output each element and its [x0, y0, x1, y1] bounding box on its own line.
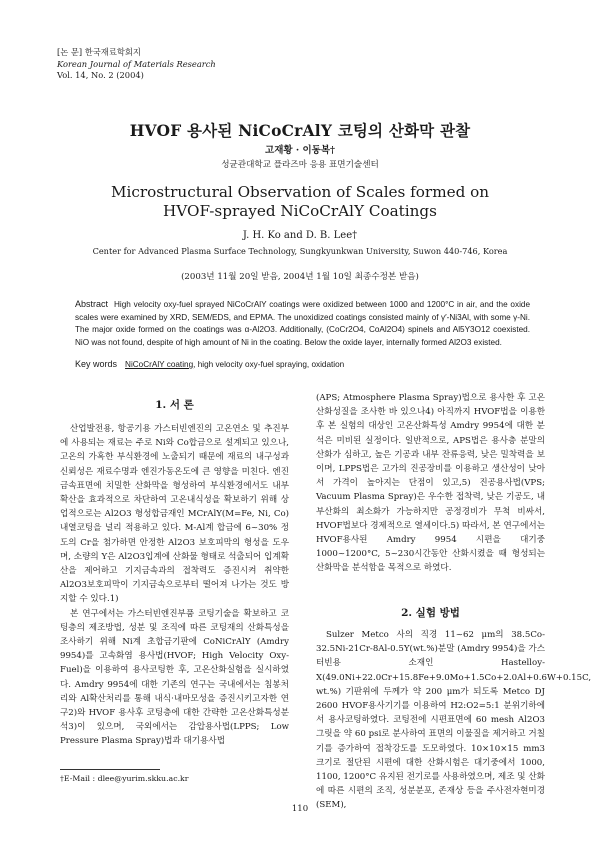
title-english-line2: HVOF-sprayed NiCoCrAlY Coatings	[163, 202, 437, 220]
footnote-divider	[60, 769, 160, 770]
keywords-rest: , high velocity oxy-fuel spraying, oxidation	[193, 360, 345, 369]
paragraph: 산업발전용, 항공기용 가스터빈엔진의 고온연소 및 추진부에 사용되는 재료는 주로 Ni와 Co합금으로 설계되고 있으나, 고온의 가혹한 부식환경에 노출되기 때문에 재료의 내구성과 신뢰성은 재료수명과 엔진가동온도에 큰 영향을 미친다. 엔진금속표면에 치밀한 산화막을 형성하여 부식환경에서도 내부확산을 효과적으로 차단하여 고온내식성을 확보하기 위해 상업적으로는 Al2O3 형성합금재인 MCrAlY(M=Fe, Ni, Co)내열코팅을 널리 적용하고 있다. M-Al계 합금에 6~30% 정도의 Cr을 첨가하면 안정한 Al2O3 보호피막의 형성을 도우며, 소량의 Y은 Al2O3입계에 산화물 형태로 석출되어 입계확산을 제어하고 기지금속과의 접착력도 증진시켜 취약한 Al2O3보호피막이 기지금속으로부터 떨어져 나가는 것도 방지할 수 있다.1)	[60, 424, 289, 605]
keyword-link[interactable]: NiCoCrAlY coating	[125, 360, 194, 369]
affiliation-english: Center for Advanced Plasma Surface Technology, Sungkyunkwan University, Suwon 440-746, Korea	[92, 246, 508, 256]
title-korean: HVOF 용사된 NiCoCrAlY 코팅의 산화막 관찰	[129, 121, 471, 140]
received-dates: (2003년 11월 20일 받음, 2004년 1월 10일 최종수정본 받음)	[181, 272, 419, 282]
keywords	[75, 359, 535, 369]
authors-korean: 고재황 · 이동복†	[265, 145, 335, 156]
abstract	[75, 298, 530, 349]
abstract-text: High velocity oxy-fuel sprayed NiCoCrAlY coatings were oxidized between 1000 and 1200°C in air, and the oxide scales were examined by XRD, SEM/EDS, and EPMA. The unoxidized coatings consisted mainly of γ′-Ni3Al, with some γ-Ni. The major oxide formed on the coatings was α-Al2O3. Additionally, (CoCr2O4, CoAl2O4) spinels and Al5Y3O12 coexisted. NiO was not found, despite of high amount of Ni in the coating. Below the oxide layer, internally formed Al2O3 existed.	[75, 300, 530, 347]
left-column	[60, 422, 289, 749]
journal-section: [논 문] 한국재료학회지	[57, 47, 141, 57]
title-english	[0, 183, 600, 221]
paragraph: (APS; Atmosphere Plasma Spray)법으로 용사한 후 고온산화성질을 조사한 바 있으나4) 아직까지 HVOF법을 이용한 후 본 실험의 대상인 고온산화특성 Amdry 9954에 대한 분석은 미비된 실정이다. 일반적으로, APS법은 용사층 분말의 산화가 심하고, 높은 기공과 내부 잔류응력, 낮은 밀착력을 보이며, LPPS법은 고가의 진공장비를 이용하고 생산성이 낮아서 가격이 높아지는 단점이 있고,5) 진공용사법(VPS; Vacuum Plasma Spray)은 우수한 접착력, 낮은 기공도, 내부산화의 최소화가 가능하지만 공정경비가 무척 비싸서, HVOF법보다 경제적으로 열세이다.5) 따라서, 본 연구에서는 HVOF용사된 Amdry 9954 시편을 대기중 1000~1200°C, 5~230시간동안 산화시켰을 때 형성되는 산화막을 분석함을 목적으로 하였다.	[316, 393, 545, 574]
footnote-email: †E-Mail : dlee@yurim.skku.ac.kr	[60, 774, 189, 783]
title-english-line1: Microstructural Observation of Scales formed on	[110, 183, 490, 201]
section-heading-introduction: 1. 서 론	[155, 399, 194, 411]
keywords-label: Key words	[75, 359, 118, 369]
right-column	[316, 391, 545, 576]
journal-name-en: Korean Journal of Materials Research	[57, 58, 216, 69]
right-column-methods	[316, 628, 592, 813]
abstract-label: Abstract	[75, 299, 109, 309]
section-heading-methods: 2. 실험 방법	[401, 607, 460, 619]
page-number: 110	[291, 804, 309, 814]
paragraph: 본 연구에서는 가스터빈엔진부품 코팅기술을 확보하고 코팅층의 제조방법, 성분 및 조직에 따른 코팅재의 산화특성을 조사하기 위해 Ni계 초합금기판에 CoNiCrAlY (Amdry 9954)를 고속화염 용사법(HVOF; High Velocity Oxy-Fuel)을 이용하여 용사코팅한 후, 고온산화실험을 실시하였다. Amdry 9954에 대한 기존의 연구는 국내에서는 침봉처리와 Al확산처리를 통해 내식·내마모성을 증진시키고자한 연구2)와 HVOF 용사후 코팅층에 대한 간략한 고온산화특성분석3)이 있으며, 국외에서는 감압용사법(LPPS; Low Pressure Plasma Spray)법과 대기용사법	[60, 608, 289, 747]
authors-english: J. H. Ko and D. B. Lee†	[242, 230, 358, 241]
journal-header	[57, 47, 216, 82]
journal-volume: Vol. 14, No. 2 (2004)	[57, 70, 144, 80]
affiliation-korean: 성균관대학교 플라즈마 응용 표면기술센터	[221, 160, 379, 170]
paragraph: Sulzer Metco 사의 직경 11~62 μm의 38.5Co-32.5Ni-21Cr-8Al-0.5Y(wt.%)분말 (Amdry 9954)을 가스터빈용 소재인 Hastelloy-X(49.0Ni+22.0Cr+15.8Fe+9.0Mo+1.5Co+2.0Al+0.6W+0.15C, wt.%) 기판위에 두께가 약 200 μm가 되도록 Metco DJ 2600 HVOF용사기기를 이용하여 H2:O2=5:1 분위기하에서 용사코팅하였다. 코팅전에 시편표면에 60 mesh Al2O3 그릿을 약 60 psi로 분사하여 표면의 이물질을 제거하고 거칠기를 증가하여 접착강도를 도모하였다. 10×10×15 mm3 크기로 절단된 시편에 대한 산화시험은 대기중에서 1000, 1100, 1200°C 유지된 전기로를 사용하였으며, 제조 및 산화에 따른 시편의 조직, 성분분포, 존재상 등을 주사전자현미경(SEM),	[316, 630, 592, 811]
